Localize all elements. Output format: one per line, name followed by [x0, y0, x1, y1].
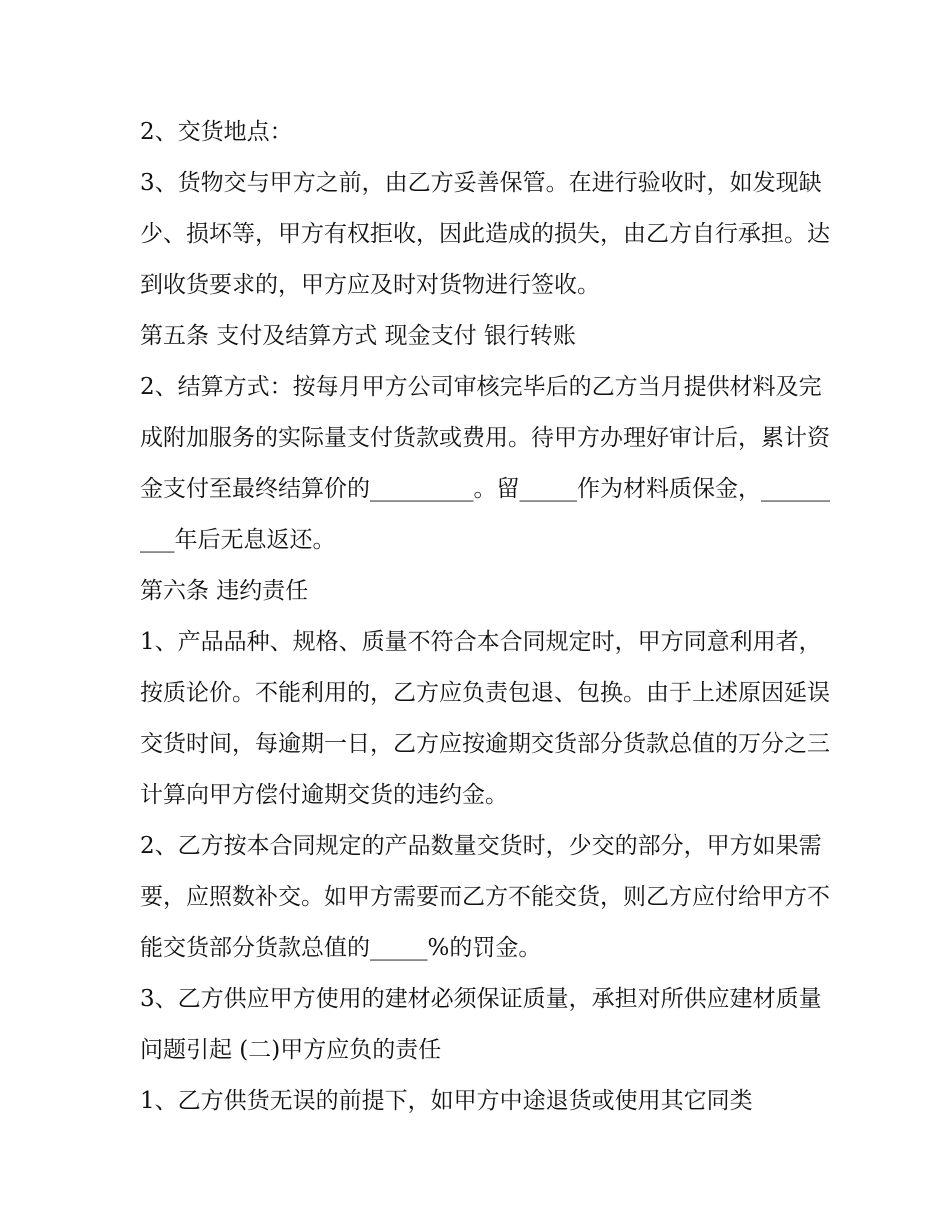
paragraph-party-a-return: 1、乙方供货无误的前提下，如甲方中途退货或使用其它同类: [140, 1088, 753, 1114]
paragraph-settlement-method: 2、结算方式：按每月甲方公司审核完毕后的乙方当月提供材料及完成附加服务的实际量支付货款或费用。待甲方办理好审计后，累计资金支付至最终结算价的_________。留_____作为材料质保金，_________年后无息返还。: [140, 374, 830, 553]
paragraph-material-quality: 3、乙方供应甲方使用的建材必须保证质量，承担对所供应建材质量问题引起 (二)甲方应负的责任: [140, 986, 822, 1063]
paragraph-goods-custody: 3、货物交与甲方之前，由乙方妥善保管。在进行验收时，如发现缺少、损坏等，甲方有权拒收，因此造成的损失，由乙方自行承担。达到收货要求的，甲方应及时对货物进行签收。: [140, 170, 830, 298]
paragraph-delivery-location: 2、交货地点：: [140, 119, 293, 145]
paragraph-quantity-shortage: 2、乙方按本合同规定的产品数量交货时，少交的部分，甲方如果需要，应照数补交。如甲方需要而乙方不能交货，则乙方应付给甲方不能交货部分货款总值的_____%的罚金。: [140, 833, 830, 961]
paragraph-product-quality: 1、产品品种、规格、质量不符合本合同规定时，甲方同意利用者，按质论价。不能利用的，乙方应负责包退、包换。由于上述原因延误交货时间，每逾期一日，乙方应按逾期交货部分货款总值的万分之三计算向甲方偿付逾期交货的违约金。: [140, 629, 830, 808]
heading-article-5: 第五条 支付及结算方式 现金支付 银行转账: [140, 323, 576, 349]
heading-article-6: 第六条 违约责任: [140, 578, 309, 604]
document-body: [140, 107, 830, 1127]
